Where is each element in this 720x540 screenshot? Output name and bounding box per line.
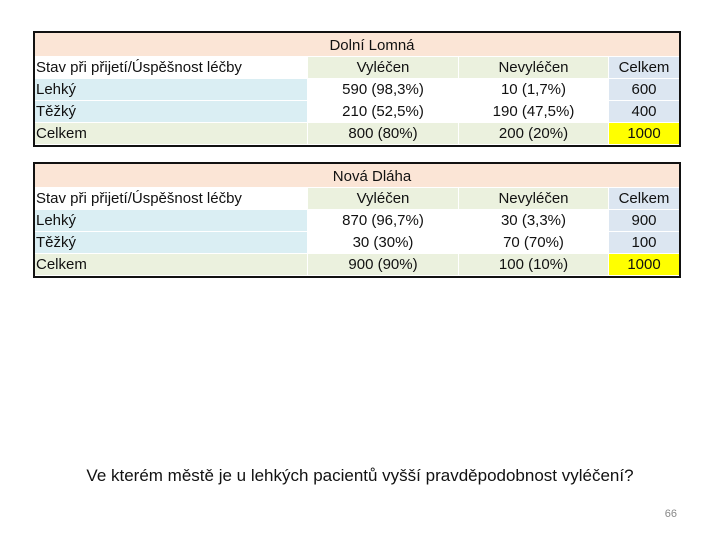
table-cell: 600 [609, 79, 679, 101]
header-cell: Vyléčen [308, 57, 459, 79]
table-cell: 1000 [609, 123, 679, 145]
table-cell: 590 (98,3%) [308, 79, 459, 101]
table-cell: Celkem [35, 123, 308, 145]
table-cell: 10 (1,7%) [459, 79, 609, 101]
contingency-table [33, 31, 681, 147]
table-cell: Lehký [35, 79, 308, 101]
table-cell: 870 (96,7%) [308, 210, 459, 232]
table-cell: Těžký [35, 101, 308, 123]
table-cell: 190 (47,5%) [459, 101, 609, 123]
table-row [35, 123, 679, 145]
table-cell: Těžký [35, 232, 308, 254]
header-cell: Nevyléčen [459, 57, 609, 79]
header-cell: Celkem [609, 57, 679, 79]
table-row [35, 101, 679, 123]
header-cell: Vyléčen [308, 188, 459, 210]
table-row [35, 79, 679, 101]
table-cell: 1000 [609, 254, 679, 276]
header-cell: Nevyléčen [459, 188, 609, 210]
table-cell: 800 (80%) [308, 123, 459, 145]
table-cell: 200 (20%) [459, 123, 609, 145]
table-row [35, 210, 679, 232]
page-number: 66 [664, 508, 677, 520]
table-cell: 30 (30%) [308, 232, 459, 254]
contingency-table [33, 162, 681, 278]
table-cell: 210 (52,5%) [308, 101, 459, 123]
table-cell: 900 [609, 210, 679, 232]
header-cell: Celkem [609, 188, 679, 210]
table-header-row [35, 188, 679, 210]
table-cell: 100 (10%) [459, 254, 609, 276]
table-row [35, 232, 679, 254]
question-text: Ve kterém městě je u lehkých pacientů vyšší pravděpodobnost vyléčení? [86, 466, 634, 485]
table-cell: 100 [609, 232, 679, 254]
table-header-row [35, 57, 679, 79]
table-cell: Celkem [35, 254, 308, 276]
table-cell: 30 (3,3%) [459, 210, 609, 232]
header-cell: Stav při přijetí/Úspěšnost léčby [35, 57, 308, 79]
header-cell: Stav při přijetí/Úspěšnost léčby [35, 188, 308, 210]
table-title: Nová Dláha [35, 164, 679, 188]
table-cell: 70 (70%) [459, 232, 609, 254]
table-cell: Lehký [35, 210, 308, 232]
table-title: Dolní Lomná [35, 33, 679, 57]
table-row [35, 254, 679, 276]
table-cell: 400 [609, 101, 679, 123]
table-cell: 900 (90%) [308, 254, 459, 276]
